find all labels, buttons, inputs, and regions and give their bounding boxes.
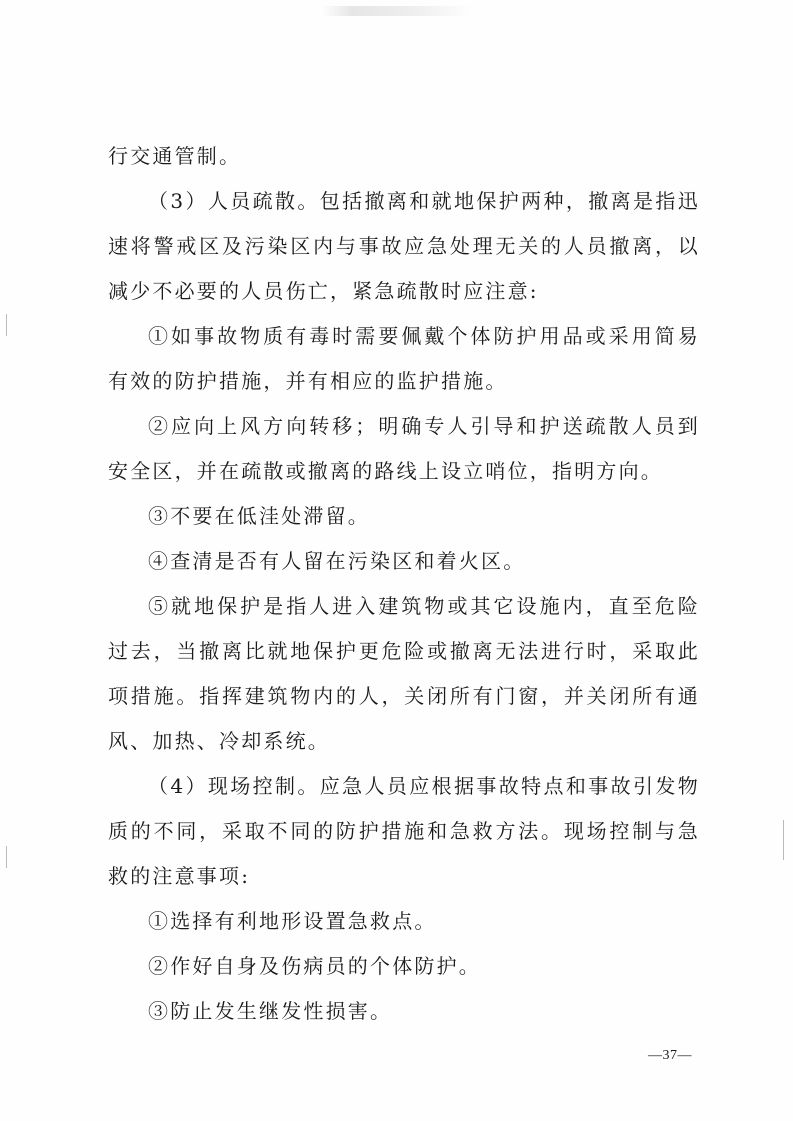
list-item-3: ③不要在低洼处滞留。 — [148, 504, 370, 528]
scan-edge-mark — [6, 314, 7, 336]
list-item-2: ②应向上风方向转移；明确专人引导和护送疏散人员到安全区，并在疏散或撤离的路线上设立哨位，指明方向。 — [108, 414, 700, 483]
list-item-3: ③防止发生继发性损害。 — [148, 999, 393, 1023]
scan-edge-mark — [6, 846, 7, 868]
document-body — [108, 134, 700, 1034]
paragraph-continuation: 行交通管制。 — [108, 144, 242, 168]
paragraph-evacuation: （3）人员疏散。包括撤离和就地保护两种，撤离是指迅速将警戒区及污染区内与事故应急处理无关的人员撤离，以减少不必要的人员伤亡，紧急疏散时应注意: — [108, 189, 700, 303]
list-item-5: ⑤就地保护是指人进入建筑物或其它设施内，直至危险过去，当撤离比就地保护更危险或撤离无法进行时，采取此项措施。指挥建筑物内的人，关闭所有门窗，并关闭所有通风、加热、冷却系统。 — [108, 594, 700, 753]
paragraph-site-control: （4）现场控制。应急人员应根据事故特点和事故引发物质的不同，采取不同的防护措施和急救方法。现场控制与急救的注意事项: — [108, 774, 700, 888]
scan-edge-mark — [783, 820, 784, 860]
list-item-1: ①选择有利地形设置急救点。 — [148, 909, 437, 933]
list-item-4: ④查清是否有人留在污染区和着火区。 — [148, 549, 526, 573]
page-number: —37— — [648, 1048, 692, 1063]
list-item-1: ①如事故物质有毒时需要佩戴个体防护用品或采用简易有效的防护措施，并有相应的监护措施。 — [108, 324, 700, 393]
scan-artifact — [322, 6, 472, 16]
list-item-2: ②作好自身及伤病员的个体防护。 — [148, 954, 481, 978]
